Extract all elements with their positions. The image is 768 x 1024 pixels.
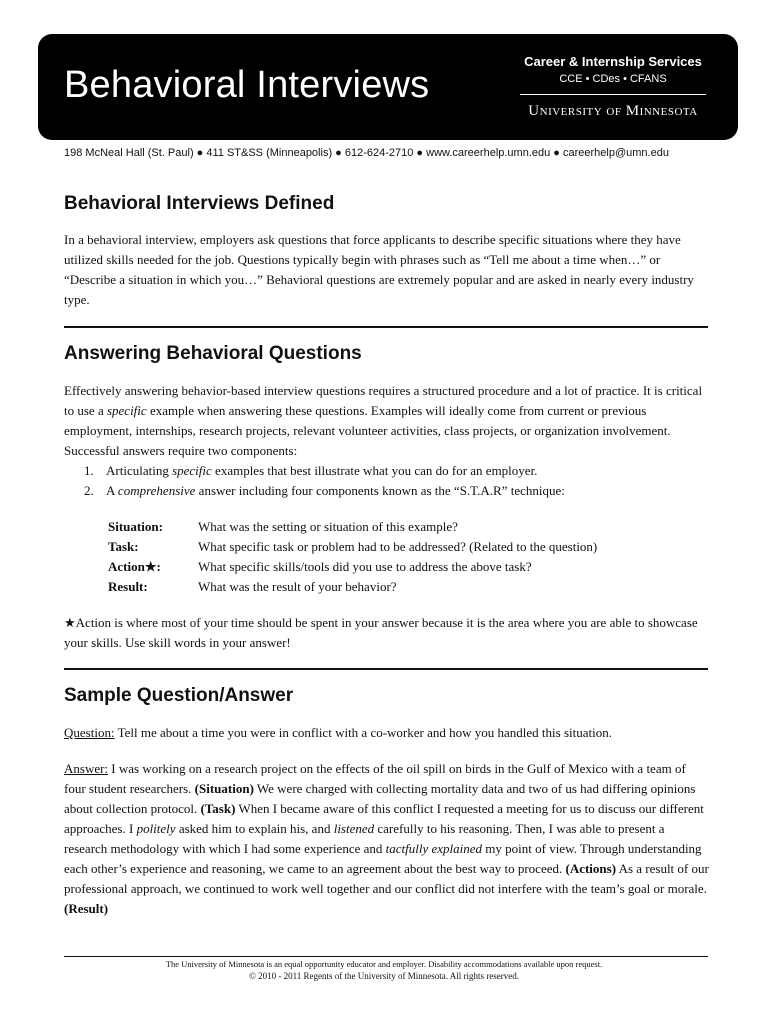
intro-emphasis: specific [106, 403, 147, 418]
list-text: A [106, 483, 118, 498]
components-list [64, 461, 704, 501]
section-title-answering: Answering Behavioral Questions [64, 343, 362, 364]
list-item [64, 481, 704, 501]
sample-answer [64, 759, 710, 919]
page-title: Behavioral Interviews [64, 64, 430, 106]
star-description: What was the setting or situation of this example? [198, 519, 458, 534]
answer-text: As a result of our professional approach, we continued to work well together and our conflict did not interfere with the team’s goal or morale. [64, 861, 709, 896]
star-description: What was the result of your behavior? [198, 579, 397, 594]
list-text: examples that best illustrate what you can do for an employer. [211, 463, 538, 478]
footer-equal-opportunity: The University of Minnesota is an equal opportunity educator and employer. Disability accommodations available upon request. [165, 959, 603, 969]
sample-question [64, 723, 710, 743]
star-description: What specific skills/tools did you use to address the above task? [198, 559, 532, 574]
brand-block [520, 54, 706, 120]
brand-department: Career & Internship Services [524, 54, 702, 69]
section-answering-intro [64, 381, 710, 461]
footer-divider [64, 956, 708, 957]
section-title-defined: Behavioral Interviews Defined [64, 193, 335, 214]
answer-tag-task: (Task) [200, 801, 236, 816]
header-banner [38, 34, 738, 140]
star-term: Situation: [108, 519, 163, 534]
list-emphasis: specific [172, 463, 212, 478]
list-number: 2. [84, 483, 94, 498]
section-divider [64, 668, 708, 670]
list-text: Articulating [106, 463, 173, 478]
answer-emphasis: politely [136, 821, 176, 836]
answer-text: carefully to his reasoning. Then, I was able to present a research methodology with which I had some experience and [64, 821, 665, 856]
answer-emphasis: tactfully explained [385, 841, 483, 856]
answer-text: When I became aware of this conflict I requested a meeting for us to discuss our different approaches. I [64, 801, 704, 836]
section-defined-body: In a behavioral interview, employers ask questions that force applicants to describe specific situations where they have utilized skills needed for the job. Questions typically begin with phrases such as “Tell me about a time when…” or “Describe a situation in which you…” Behavioral questions are extremely popular and are asked in nearly every industry type. [64, 232, 694, 307]
section-title-sample: Sample Question/Answer [64, 685, 294, 706]
star-row-result [108, 577, 597, 597]
answer-text: We were charged with collecting mortality data and two of us had differing opinions about collection protocol. [64, 781, 696, 816]
star-row-task [108, 537, 597, 557]
contact-line: 198 McNeal Hall (St. Paul) ● 411 ST&SS (Minneapolis) ● 612-624-2710 ● www.careerhelp.umn.edu ● careerhelp@umn.edu [64, 147, 669, 159]
answer-tag-actions: (Actions) [565, 861, 617, 876]
answer-text: asked him to explain his, and [175, 821, 334, 836]
answer-tag-situation: (Situation) [194, 781, 254, 796]
answer-text: I was working on a research project on the effects of the oil spill on birds in the Gulf of Mexico with a team of four student researchers. [64, 761, 686, 796]
brand-colleges: CCE • CDes • CFANS [559, 73, 667, 85]
footer-copyright: © 2010 - 2011 Regents of the University of Minnesota. All rights reserved. [249, 971, 519, 981]
section-divider [64, 326, 708, 328]
answer-text: my point of view. Through understanding each other’s experience and reasoning, we came to an agreement about the best way to proceed. [64, 841, 702, 876]
list-text: answer including four components known as the “S.T.A.R” technique: [195, 483, 565, 498]
star-row-action [108, 557, 597, 577]
answer-tag-result: (Result) [64, 901, 109, 916]
star-term: Task: [108, 539, 139, 554]
question-label: Question: [64, 725, 115, 740]
star-term: Action★: [108, 559, 161, 574]
star-term: Result: [108, 579, 148, 594]
brand-divider [520, 94, 706, 95]
list-number: 1. [84, 463, 94, 478]
university-logo-text: University of Minnesota [528, 103, 698, 119]
action-note: ★Action is where most of your time should be spent in your answer because it is the area where you are able to showcase your skills. Use skill words in your answer! [64, 615, 698, 650]
list-emphasis: comprehensive [117, 483, 196, 498]
answer-label: Answer: [64, 761, 109, 776]
list-item [64, 461, 704, 481]
star-description: What specific task or problem had to be addressed? (Related to the question) [198, 539, 598, 554]
answer-emphasis: listened [333, 821, 375, 836]
star-row-situation [108, 517, 597, 537]
intro-text-continued: example when answering these questions. Examples will ideally come from current or previous employment, internships, research projects, relevant volunteer activities, class projects, or organization involvement. Successful answers require two components: [64, 403, 671, 458]
question-text: Tell me about a time you were in conflict with a co-worker and how you handled this situation. [114, 725, 612, 740]
intro-text: Effectively answering behavior-based interview questions requires a structured procedure and a lot of practice. It is critical to use a [64, 383, 703, 418]
star-technique-table [108, 517, 597, 597]
